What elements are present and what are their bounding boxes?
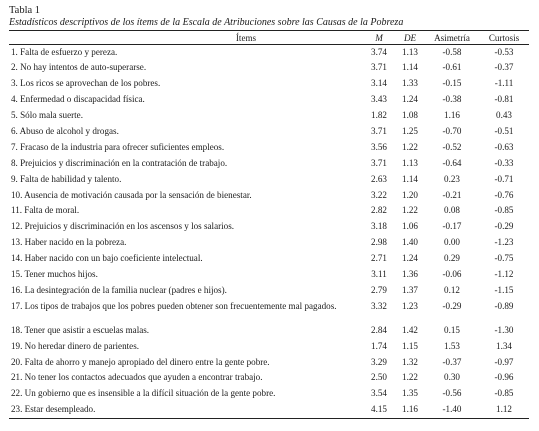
table-row: [9, 323, 529, 339]
mean-value: 2.63: [371, 173, 387, 184]
table-row: [9, 267, 529, 283]
item-text: 8. Prejuicios y discriminación en la contratación de trabajo.: [11, 157, 228, 168]
sd-value: 1.22: [402, 141, 418, 152]
kurtosis-value: -0.85: [494, 205, 514, 216]
table-row: [9, 203, 529, 219]
kurtosis-value: -0.51: [494, 125, 514, 136]
skewness-value: -0.17: [442, 221, 462, 232]
table-row: [9, 339, 529, 355]
kurtosis-value: -1.12: [494, 268, 514, 279]
sd-value: 1.16: [395, 402, 425, 418]
table-caption: Estadísticos descriptivos de los ítems de la Escala de Atribuciones sobre las Causas de la Pobreza: [9, 17, 404, 28]
skewness-value: -1.40: [425, 402, 479, 418]
mean-value: 3.71: [371, 62, 387, 73]
kurtosis-value: 0.43: [496, 110, 512, 121]
skewness-value: -0.70: [442, 125, 462, 136]
item-text: 2. No hay intentos de auto-superarse.: [11, 62, 147, 73]
kurtosis-value: -0.37: [494, 62, 514, 73]
kurtosis-value: -1.23: [494, 237, 514, 248]
skewness-value: -0.58: [442, 47, 462, 57]
kurtosis-value: -0.33: [494, 157, 514, 168]
kurtosis-value: -0.76: [494, 189, 514, 200]
kurtosis-value: -0.97: [494, 356, 514, 367]
kurtosis-value: -0.96: [494, 372, 514, 383]
item-text: 12. Prejuicios y discriminación en los ascensos y los salarios.: [11, 221, 235, 232]
sd-value: 1.14: [402, 62, 418, 73]
mean-value: 2.82: [371, 205, 387, 216]
table-number: Tabla 1: [9, 5, 41, 16]
skewness-value: -0.38: [442, 94, 462, 105]
skewness-value: 0.23: [444, 173, 460, 184]
item-text: 9. Falta de habilidad y talento.: [11, 173, 122, 184]
table-row: [9, 60, 529, 76]
mean-value: 3.56: [371, 141, 387, 152]
skewness-value: -0.21: [442, 189, 462, 200]
mean-value: 3.32: [371, 300, 387, 311]
mean-value: 3.29: [371, 356, 387, 367]
kurtosis-value: -0.89: [494, 300, 514, 311]
sd-value: 1.37: [402, 284, 418, 295]
mean-value: 3.71: [371, 125, 387, 136]
sd-value: 1.24: [402, 94, 418, 105]
skewness-value: 0.30: [444, 372, 460, 383]
skewness-value: -0.15: [442, 78, 462, 89]
table-body: [9, 45, 529, 419]
header-items: Ítems: [9, 31, 363, 45]
mean-value: 2.50: [371, 372, 387, 383]
skewness-value: 0.29: [444, 253, 460, 264]
kurtosis-value: -0.63: [494, 141, 514, 152]
document: [9, 4, 529, 419]
header-sd: DE: [395, 31, 425, 45]
item-text: 19. No heredar dinero de parientes.: [11, 340, 140, 351]
sd-value: 1.36: [402, 268, 418, 279]
kurtosis-value: -0.53: [494, 47, 514, 57]
descriptive-stats-table: [9, 30, 529, 419]
table-row: [9, 140, 529, 156]
mean-value: 3.71: [371, 157, 387, 168]
item-text: 4. Enfermedad o discapacidad física.: [11, 94, 145, 105]
table-header-row: [9, 31, 529, 45]
skewness-value: 0.00: [444, 237, 460, 248]
kurtosis-value: -0.71: [494, 173, 514, 184]
table-row: [9, 219, 529, 235]
skewness-value: -0.61: [442, 62, 462, 73]
mean-value: 2.71: [371, 253, 387, 264]
table-row: [9, 108, 529, 124]
item-text: 15. Tener muchos hijos.: [11, 268, 98, 279]
item-text: 3. Los ricos se aprovechan de los pobres.: [11, 78, 161, 89]
mean-value: 3.14: [371, 78, 387, 89]
table-row: [9, 76, 529, 92]
skewness-value: 1.53: [444, 340, 460, 351]
sd-value: 1.22: [402, 205, 418, 216]
mean-value: 3.11: [371, 268, 387, 279]
sd-value: 1.13: [402, 157, 418, 168]
sd-value: 1.20: [402, 189, 418, 200]
sd-value: 1.15: [402, 340, 418, 351]
skewness-value: -0.06: [442, 268, 462, 279]
mean-value: 3.74: [371, 47, 387, 57]
mean-value: 2.79: [371, 284, 387, 295]
sd-value: 1.35: [402, 388, 418, 399]
item-text: 6. Abuso de alcohol y drogas.: [11, 125, 119, 136]
skewness-value: 0.12: [444, 284, 460, 295]
item-text: 5. Sólo mala suerte.: [11, 110, 83, 121]
skewness-value: -0.37: [442, 356, 462, 367]
sd-value: 1.42: [402, 324, 418, 335]
mean-value: 3.54: [371, 388, 387, 399]
table-row: [9, 235, 529, 251]
item-text: 11. Falta de moral.: [11, 205, 80, 216]
item-text: 18. Tener que asistir a escuelas malas.: [11, 324, 150, 335]
sd-value: 1.24: [402, 253, 418, 264]
item-text: 22. Un gobierno que es insensible a la difícil situación de la gente pobre.: [11, 388, 276, 399]
table-row: [9, 45, 529, 61]
mean-value: 1.74: [371, 340, 387, 351]
mean-value: 3.18: [371, 221, 387, 232]
kurtosis-value: -1.11: [494, 78, 514, 89]
kurtosis-value: -0.29: [494, 221, 514, 232]
table-row: [9, 299, 529, 323]
item-text: 10. Ausencia de motivación causada por la sensación de bienestar.: [11, 189, 252, 200]
table-row: [9, 370, 529, 386]
table-row: [9, 188, 529, 204]
skewness-value: -0.64: [442, 157, 462, 168]
sd-value: 1.06: [402, 221, 418, 232]
header-kurtosis: Curtosis: [479, 31, 529, 45]
skewness-value: 0.08: [444, 205, 460, 216]
sd-value: 1.14: [402, 173, 418, 184]
kurtosis-value: -0.85: [494, 388, 514, 399]
table-row: [9, 156, 529, 172]
kurtosis-value: 1.12: [479, 402, 529, 418]
kurtosis-value: -0.75: [494, 253, 514, 264]
mean-value: 3.43: [371, 94, 387, 105]
skewness-value: -0.52: [442, 141, 462, 152]
table-row: [9, 92, 529, 108]
skewness-value: -0.29: [442, 300, 462, 311]
skewness-value: 1.16: [444, 110, 460, 121]
mean-value: 4.15: [363, 402, 395, 418]
sd-value: 1.23: [402, 300, 418, 311]
header-mean: M: [363, 31, 395, 45]
sd-value: 1.13: [402, 47, 418, 57]
table-row: [9, 355, 529, 371]
table-row: [9, 386, 529, 402]
mean-value: 1.82: [371, 110, 387, 121]
table-row: [9, 172, 529, 188]
item-text: 23. Estar desempleado.: [9, 402, 363, 418]
table-row: [9, 283, 529, 299]
skewness-value: 0.15: [444, 324, 460, 335]
sd-value: 1.25: [402, 125, 418, 136]
item-text: 7. Fracaso de la industria para ofrecer suficientes empleos.: [11, 141, 225, 152]
item-text: 17. Los tipos de trabajos que los pobres pueden obtener son frecuentemente mal pagados.: [11, 300, 337, 311]
sd-value: 1.22: [402, 372, 418, 383]
sd-value: 1.08: [402, 110, 418, 121]
sd-value: 1.33: [402, 78, 418, 89]
item-text: 20. Falta de ahorro y manejo apropiado del dinero entre la gente pobre.: [11, 356, 270, 367]
skewness-value: -0.56: [442, 388, 462, 399]
item-text: 13. Haber nacido en la pobreza.: [11, 237, 127, 248]
item-text: 16. La desintegración de la familia nuclear (padres e hijos).: [11, 284, 227, 295]
mean-value: 2.84: [371, 324, 387, 335]
kurtosis-value: 1.34: [496, 340, 512, 351]
table-row: [9, 251, 529, 267]
item-text: 14. Haber nacido con un bajo coeficiente intelectual.: [11, 253, 203, 264]
sd-value: 1.32: [402, 356, 418, 367]
kurtosis-value: -1.30: [494, 324, 514, 335]
kurtosis-value: -0.81: [494, 94, 514, 105]
table-row: [9, 402, 529, 418]
item-text: 1. Falta de esfuerzo y pereza.: [11, 47, 118, 57]
item-text: 21. No tener los contactos adecuados que ayuden a encontrar trabajo.: [11, 372, 263, 383]
mean-value: 3.22: [371, 189, 387, 200]
sd-value: 1.40: [402, 237, 418, 248]
kurtosis-value: -1.15: [494, 284, 514, 295]
header-skewness: Asimetría: [425, 31, 479, 45]
table-row: [9, 124, 529, 140]
mean-value: 2.98: [371, 237, 387, 248]
